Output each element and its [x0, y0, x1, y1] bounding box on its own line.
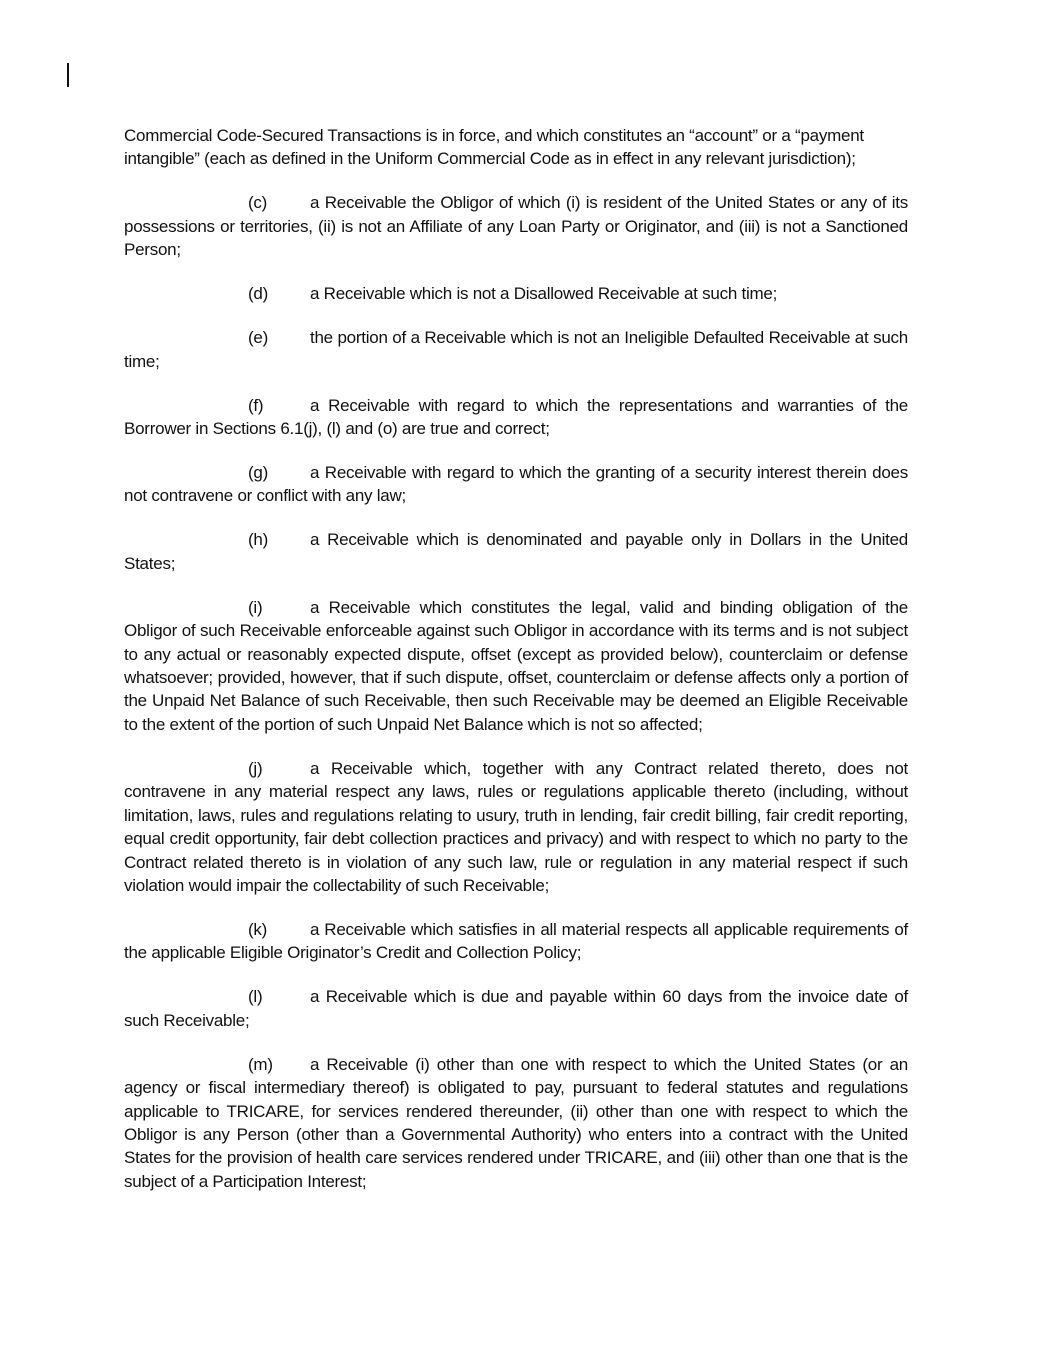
- clause-text: a Receivable the Obligor of which (i) is resident of the United States or any of its possessions or territories, (ii) is not an Affiliate of any Loan Party or Originator, and (iii) is not a Sanctioned Person;: [124, 193, 908, 260]
- clause-text: a Receivable which, together with any Contract related thereto, does not contravene in any material respect any laws, rules or regulations applicable thereto (including, without limitation, laws, rules and regulations relating to usury, truth in lending, fair credit billing, fair credit reporting, equal credit opportunity, fair debt collection practices and privacy) and with respect to which no party to the Contract related thereto is in violation of any such law, rule or regulation in any material respect if such violation would impair the collectability of such Receivable;: [124, 758, 908, 895]
- clause-k: [124, 918, 908, 965]
- continuation-text: Commercial Code-Secured Transactions is in force, and which constitutes an “account” or a “payment intangible” (each as defined in the Uniform Commercial Code as in effect in any relevant jurisdiction);: [124, 126, 864, 169]
- clause-g: [124, 461, 908, 508]
- document-body: [124, 124, 908, 1214]
- clause-text: a Receivable which is not a Disallowed Receivable at such time;: [310, 284, 778, 304]
- clause-h: [124, 528, 908, 575]
- clause-label: (h): [248, 530, 269, 550]
- clause-c: [124, 191, 908, 261]
- clause-l: [124, 985, 908, 1032]
- clause-d: [124, 282, 908, 305]
- clause-text: a Receivable (i) other than one with respect to which the United States (or an agency or fiscal intermediary thereof) is obligated to pay, pursuant to federal statutes and regulations applicable to TRICARE, for services rendered thereunder, (ii) other than one with respect to which the Obligor is any Person (other than a Governmental Authority) who enters into a contract with the United States for the provision of health care services rendered under TRICARE, and (iii) other than one that is the subject of a Participation Interest;: [124, 1054, 908, 1191]
- clause-j: [124, 757, 908, 897]
- clause-label: (f): [248, 395, 264, 415]
- clause-i: [124, 596, 908, 736]
- clause-text: the portion of a Receivable which is not an Ineligible Defaulted Receivable at such time;: [124, 328, 908, 371]
- clause-label: (k): [248, 919, 268, 939]
- clause-label: (j): [248, 758, 263, 778]
- clause-text: a Receivable with regard to which the representations and warranties of the Borrower in Sections 6.1(j), (l) and (o) are true and correct;: [124, 395, 908, 439]
- clause-label: (i): [248, 597, 263, 617]
- clause-e: [124, 326, 908, 373]
- clause-text: a Receivable which satisfies in all material respects all applicable requirements of the applicable Eligible Originator’s Credit and Collection Policy;: [124, 919, 908, 963]
- clause-text: a Receivable which constitutes the legal, valid and binding obligation of the Obligor of such Receivable enforceable against such Obligor in accordance with its terms and is not subject to any actual or reasonably expected dispute, offset (except as provided below), counterclaim or defense whatsoever; provided, however, that if such dispute, offset, counterclaim or defense affects only a portion of the Unpaid Net Balance of such Receivable, then such Receivable may be deemed an Eligible Receivable to the extent of the portion of such Unpaid Net Balance which is not so affected;: [124, 597, 908, 734]
- clause-label: (d): [248, 284, 269, 304]
- clause-label: (e): [248, 328, 269, 348]
- clause-text: a Receivable which is due and payable within 60 days from the invoice date of such Receivable;: [124, 987, 908, 1030]
- text-cursor: [67, 63, 69, 87]
- clause-label: (l): [248, 987, 263, 1007]
- clause-text: a Receivable with regard to which the granting of a security interest therein does not contravene or conflict with any law;: [124, 463, 908, 506]
- clause-label: (c): [248, 193, 268, 213]
- clause-label: (g): [248, 463, 269, 483]
- clause-text: a Receivable which is denominated and payable only in Dollars in the United States;: [124, 530, 908, 573]
- clause-m: [124, 1053, 908, 1193]
- clause-f: [124, 394, 908, 441]
- clause-label: (m): [248, 1054, 273, 1074]
- continuation-paragraph: [124, 124, 908, 171]
